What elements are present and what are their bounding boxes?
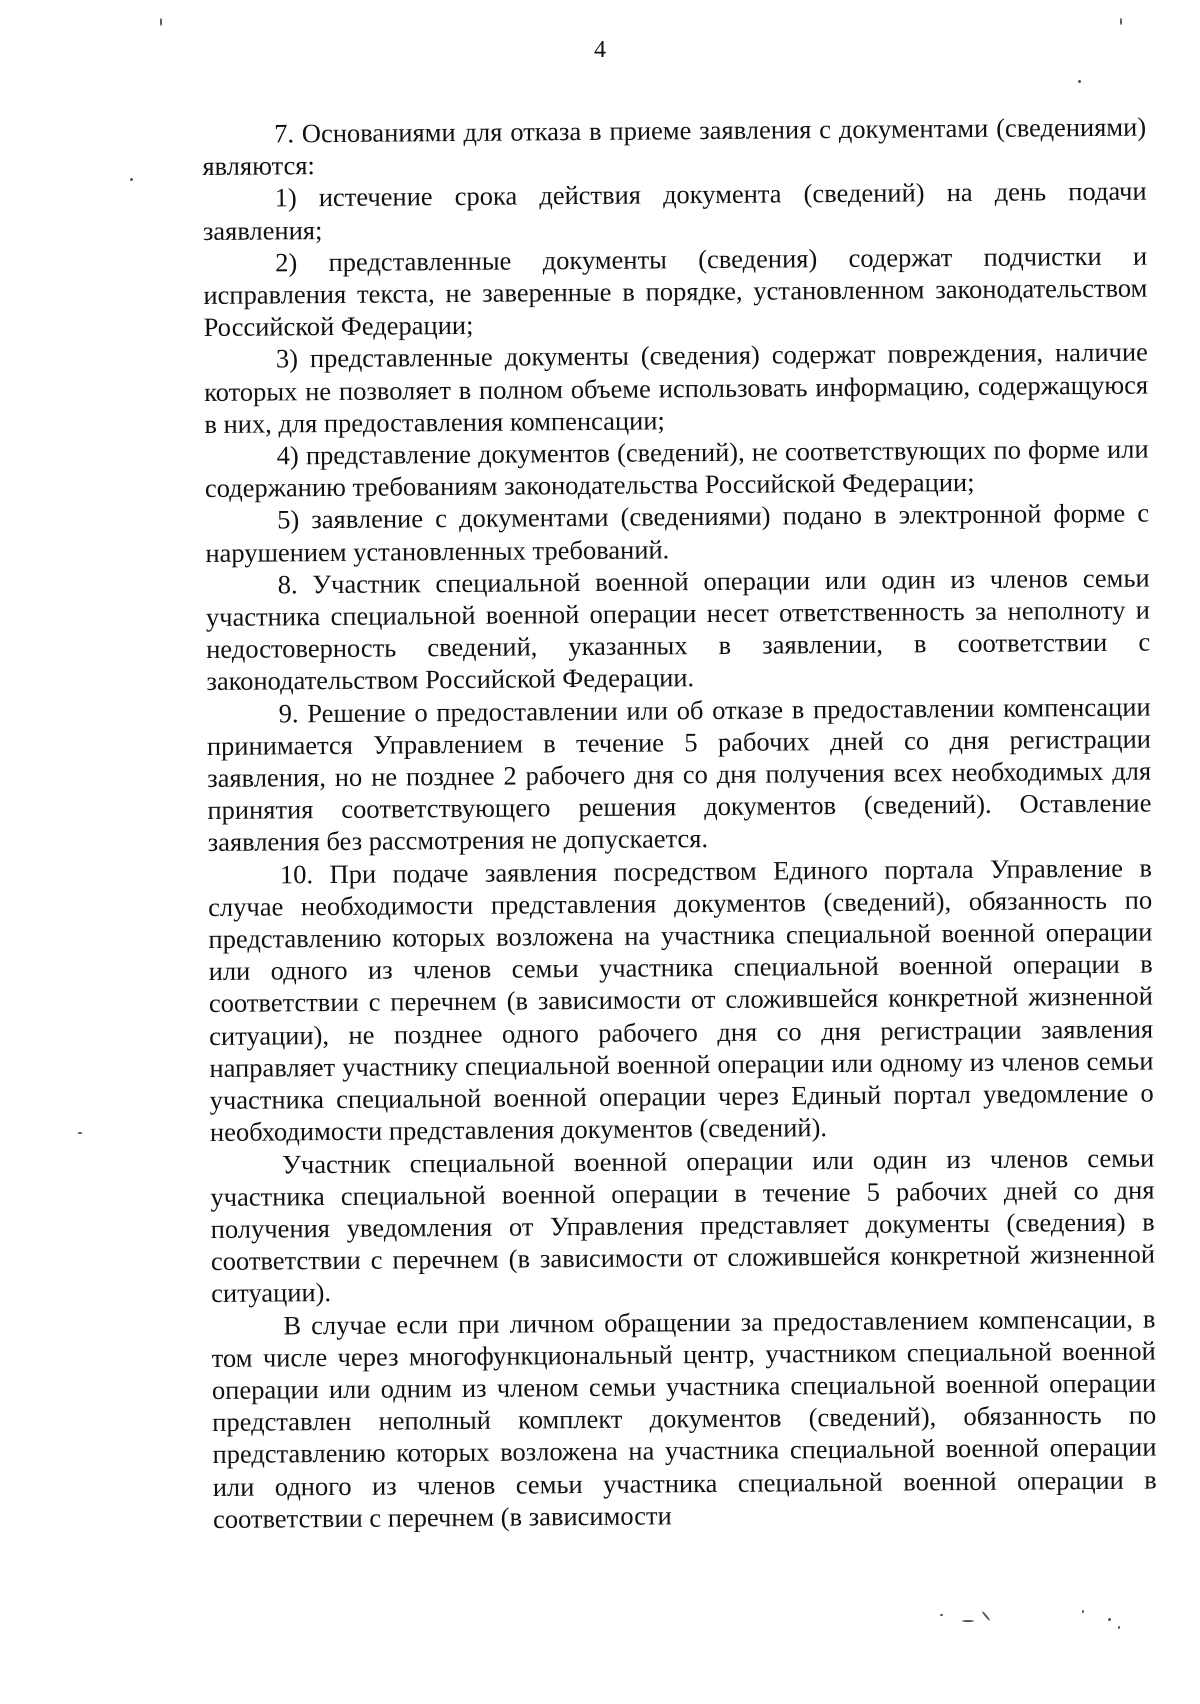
document-body bbox=[202, 111, 1157, 1535]
scan-speck bbox=[1120, 18, 1122, 25]
scan-speck bbox=[1118, 1626, 1120, 1629]
scan-speck bbox=[962, 1620, 974, 1622]
paragraph-7-item-1: 1) истечение срока действия документа (сведений) на день подачи заявления; bbox=[202, 175, 1147, 246]
scan-speck bbox=[78, 1132, 82, 1134]
scan-speck bbox=[940, 1614, 943, 1616]
paragraph-7-item-3: 3) представленные документы (сведения) содержат повреждения, наличие которых не позволяет в полном объеме использовать информацию, содержащуюся в них, для предоставления компенсации; bbox=[204, 337, 1149, 439]
scan-speck bbox=[1108, 1618, 1111, 1621]
scan-speck bbox=[1078, 80, 1081, 83]
page-number: 4 bbox=[594, 37, 606, 63]
scan-speck bbox=[160, 18, 162, 26]
scan-speck bbox=[1082, 1610, 1084, 1613]
paragraph-8: 8. Участник специальной военной операции или один из членов семьи участника специальной военной операции несет ответственность за неполноту и недостоверность сведений, указанных в заявлении, в соответствии с законодательством Российской Федерации. bbox=[205, 562, 1151, 697]
paragraph-10-in-person-case: В случае если при личном обращении за предоставлением компенсации, в том числе через многофункциональный центр, участником специальной военной операции или одним из членом семьи участника специальной военной операции представлен неполный комплект документов (сведений), обязанность по представлению которых возложена на участника специальной военной операции или одного из членов семьи участника специальной военной операции в соответствии с перечнем (в зависимости bbox=[211, 1303, 1157, 1534]
paragraph-7-item-5: 5) заявление с документами (сведениями) подано в электронной форме с нарушением установленных требований. bbox=[205, 498, 1150, 568]
paragraph-7: 7. Основаниями для отказа в приеме заявления с документами (сведениями) являются: bbox=[202, 111, 1147, 182]
paragraph-9: 9. Решение о предоставлении или об отказе в предоставлении компенсации принимается Управлением в течение 5 рабочих дней со дня регистрации заявления, но не позднее 2 рабочего дня со дня получения всех необходимых для принятия соответствующего решения документов (сведений). Оставление заявления без рассмотрения не допускается. bbox=[206, 691, 1152, 858]
scan-speck bbox=[130, 178, 133, 181]
scan-speck bbox=[981, 1611, 990, 1621]
paragraph-7-item-2: 2) представленные документы (сведения) содержат подчистки и исправления текста, не заверенные в порядке, установленном законодательством Российской Федерации; bbox=[203, 240, 1148, 343]
paragraph-7-item-4: 4) представление документов (сведений), не соответствующих по форме или содержанию требованиям законодательства Российской Федерации; bbox=[204, 433, 1149, 504]
paragraph-10: 10. При подаче заявления посредством Единого портала Управление в случае необходимости представления документов (сведений), обязанность по представлению которых возложена на участника специальной военной операции или одного из членов семьи участника специальной военной операции в соответствии с перечнем (в зависимости от сложившейся конкретной жизненной ситуации), не позднее одного рабочего дня со дня регистрации заявления направляет участнику специальной военной операции или одному из членов семьи участника специальной военной операции через Единый портал уведомление о необходимости представления документов (сведений). bbox=[208, 852, 1154, 1148]
paragraph-10-continued: Участник специальной военной операции или один из членов семьи участника специальной военной операции в течение 5 рабочих дней со дня получения уведомления от Управления представляет документы (сведения) в соответствии с перечнем (в зависимости от сложившейся конкретной жизненной ситуации). bbox=[210, 1142, 1156, 1309]
